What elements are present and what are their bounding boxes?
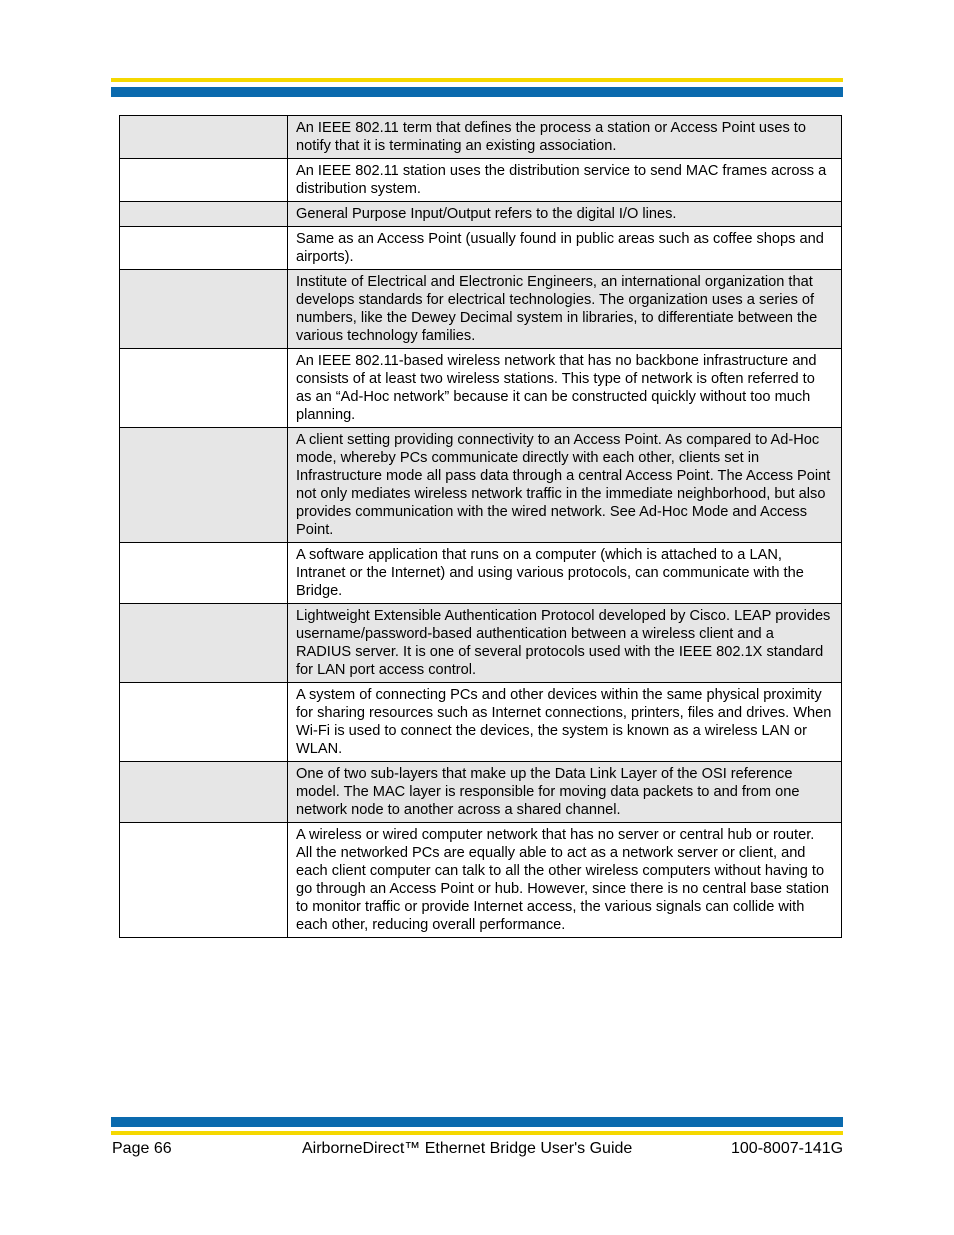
document-number: 100-8007-141G — [731, 1140, 844, 1157]
term-cell — [120, 683, 288, 762]
term-cell — [120, 116, 288, 159]
table-row — [120, 270, 842, 349]
definition-cell: A client setting providing connectivity to an Access Point. As compared to Ad-Hoc mode, whereby PCs communicate directly with each other, clients set in Infrastructure mode all pass data through a central Access Point. The Access Point not only mediates wireless network traffic in the immediate neighborhood, but also provides communication with the wired network. See Ad-Hoc Mode and Access Point. — [288, 428, 842, 543]
table-row — [120, 762, 842, 823]
definition-cell: An IEEE 802.11-based wireless network that has no backbone infrastructure and consists of at least two wireless stations. This type of network is often referred to as an “Ad-Hoc network” because it can be constructed quickly without too much planning. — [288, 349, 842, 428]
term-cell — [120, 428, 288, 543]
term-cell — [120, 349, 288, 428]
table-row — [120, 116, 842, 159]
table-row — [120, 227, 842, 270]
header-yellow-rule — [111, 78, 843, 82]
term-cell — [120, 227, 288, 270]
term-cell — [120, 604, 288, 683]
table-row — [120, 823, 842, 938]
glossary-table — [119, 115, 842, 938]
definition-cell: An IEEE 802.11 station uses the distribution service to send MAC frames across a distribution system. — [288, 159, 842, 202]
footer-blue-rule — [111, 1117, 843, 1127]
term-cell — [120, 762, 288, 823]
definition-cell: Same as an Access Point (usually found in public areas such as coffee shops and airports). — [288, 227, 842, 270]
term-cell — [120, 823, 288, 938]
footer-yellow-rule — [111, 1131, 843, 1135]
term-cell — [120, 543, 288, 604]
table-row — [120, 683, 842, 762]
definition-cell: A wireless or wired computer network that has no server or central hub or router. All the networked PCs are equally able to act as a network server or client, and each client computer can talk to all the other wireless computers without having to go through an Access Point or hub. However, since there is no central base station to monitor traffic or provide Internet access, the various signals can collide with each other, reducing overall performance. — [288, 823, 842, 938]
table-row — [120, 428, 842, 543]
definition-cell: A system of connecting PCs and other devices within the same physical proximity for sharing resources such as Internet connections, printers, files and drives. When Wi-Fi is used to connect the devices, the system is known as a wireless LAN or WLAN. — [288, 683, 842, 762]
table-row — [120, 543, 842, 604]
term-cell — [120, 202, 288, 227]
definition-cell: An IEEE 802.11 term that defines the process a station or Access Point uses to notify that it is terminating an existing association. — [288, 116, 842, 159]
definition-cell: A software application that runs on a computer (which is attached to a LAN, Intranet or the Internet) and using various protocols, can communicate with the Bridge. — [288, 543, 842, 604]
table-row — [120, 349, 842, 428]
table-row — [120, 159, 842, 202]
definition-cell: Institute of Electrical and Electronic Engineers, an international organization that develops standards for electrical technologies. The organization uses a series of numbers, like the Dewey Decimal system in libraries, to differentiate between the various technology families. — [288, 270, 842, 349]
definition-cell: One of two sub-layers that make up the Data Link Layer of the OSI reference model. The MAC layer is responsible for moving data packets to and from one network node to another across a shared channel. — [288, 762, 842, 823]
definition-cell: General Purpose Input/Output refers to the digital I/O lines. — [288, 202, 842, 227]
header-blue-rule — [111, 87, 843, 97]
table-row — [120, 202, 842, 227]
term-cell — [120, 159, 288, 202]
definition-cell: Lightweight Extensible Authentication Protocol developed by Cisco. LEAP provides username/password-based authentication between a wireless client and a RADIUS server. It is one of several protocols used with the IEEE 802.1X standard for LAN port access control. — [288, 604, 842, 683]
page-number: Page 66 — [112, 1140, 172, 1157]
document-title: AirborneDirect™ Ethernet Bridge User's Guide — [302, 1140, 633, 1157]
table-row — [120, 604, 842, 683]
term-cell — [120, 270, 288, 349]
